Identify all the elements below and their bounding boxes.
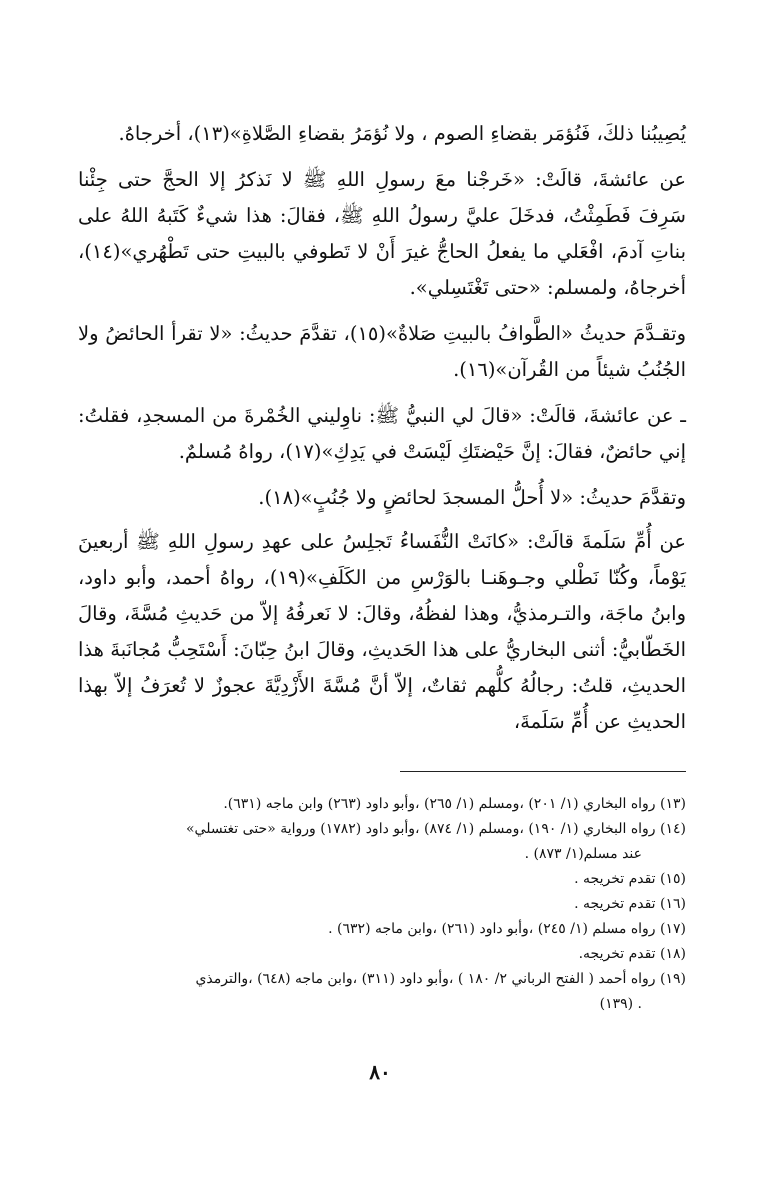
footnote-13: (١٣) رواه البخاري (١/ ٢٠١) ،ومسلم (١/ ٢٦٥) ،وأبو داود (٢٦٣) وابن ماجه (٦٣١). [223, 796, 686, 812]
paragraph-2: عن عائشةَ، قالَتْ: «خَرجْنا معَ رسولِ اللهِ ﷺ لا نَذكرُ إلا الحجَّ حتى جِئْنا سَرِفَ فَطَمِثْتُ، فدخَلَ عليَّ رسولُ اللهِ ﷺ، فقالَ: هذا شيءٌ كَتَبهُ اللهُ على بناتِ آدمَ، افْعَلي ما يفعلُ الحاجُّ غيرَ أَنْ لا تَطوفي بالبيتِ حتى تَطْهُري»(١٤)، أخرجاهُ، ولمسلم: «حتى تَغْتَسِلي». [78, 168, 686, 299]
main-text [78, 116, 686, 750]
footnote-17: (١٧) رواه مسلم (١/ ٢٤٥) ،وأبو داود (٢٦١) ،وابن ماجه (٦٣٢) . [328, 921, 686, 937]
paragraph-5: وتقدَّمَ حديثُ: «لا أُحلُّ المسجدَ لحائضٍ ولا جُنُبٍ»(١٨). [258, 486, 686, 509]
paragraph-6: عن أُمِّ سَلَمةَ قالَتْ: «كانَتْ النُّفَساءُ تَجلِسُ على عهدِ رسولِ اللهِ ﷺ أربعينَ يَوْماً، وكُنّا نَطْلي وجـوهَنـا بالوَرْسِ من الكَلَفِ»(١٩)، رواهُ أحمد، وأبو داود، وابنُ ماجَة، والتـرمذيُّ، وهذا لفظُهُ، وقالَ: لا نَعرفُهُ إلاّ من حَديثِ مُسَّةَ، وقالَ الخَطّابيُّ: أثنى البخاريُّ على هذا الحَديثِ، وقالَ ابنُ حِبّانَ: أَسْتَحِبُّ مُجانَبةَ هذا الحديثِ، قلتُ: رجالُهُ كلُّهم ثقاتٌ، إلاّ أنَّ مُسَّةَ الأَزْدِيَّةَ عجوزٌ لا تُعرَفُ إلاّ بهذا الحديثِ عن أُمِّ سَلَمةَ، [78, 530, 686, 733]
page-number: ٨٠ [369, 1060, 391, 1084]
paragraph-1: يُصِيبُنا ذلكَ، فَنُؤمَر بقضاءِ الصوم ، ولا نُؤمَرُ بقضاءِ الصَّلاةِ»(١٣)، أخرجاهُ. [118, 122, 686, 145]
footnote-separator [400, 771, 686, 772]
footnote-18: (١٨) تقدم تخريجه. [578, 946, 686, 962]
footnote-19: (١٩) رواه أحمد ( الفتح الرباني ٢/ ١٨٠ ) ،وأبو داود (٣١١) ،وابن ماجه (٦٤٨) ،والترمذي [195, 971, 686, 987]
footnote-14: (١٤) رواه البخاري (١/ ١٩٠) ،ومسلم (١/ ٨٧٤) ،وأبو داود (١٧٨٢) ورواية «حتى تغتسلي» [185, 821, 686, 837]
footnote-15: (١٥) تقدم تخريجه . [574, 871, 686, 887]
footnote-19-continued: . (١٣٩) [599, 996, 642, 1012]
paragraph-3: وتقـدَّمَ حديثُ «الطَّوافُ بالبيتِ صَلاةٌ»(١٥)، تقدَّمَ حديثُ: «لا تقرأ الحائضُ ولا الجُنُبُ شيئاً من القُرآن»(١٦). [78, 322, 686, 381]
paragraph-4: ـ عن عائشةَ، قالَتْ: «قالَ لي النبيُّ ﷺ: ناوِليني الخُمْرةَ من المسجدِ، فقلتُ: إني حائضٌ، فقالَ: إنَّ حَيْضتَكِ لَيْسَتْ في يَدِكِ»(١٧)، رواهُ مُسلمٌ. [78, 404, 686, 463]
footnote-14-continued: عند مسلم(١/ ٨٧٣) . [524, 846, 642, 862]
footnote-16: (١٦) تقدم تخريجه . [574, 896, 686, 912]
footnotes [78, 792, 686, 1017]
